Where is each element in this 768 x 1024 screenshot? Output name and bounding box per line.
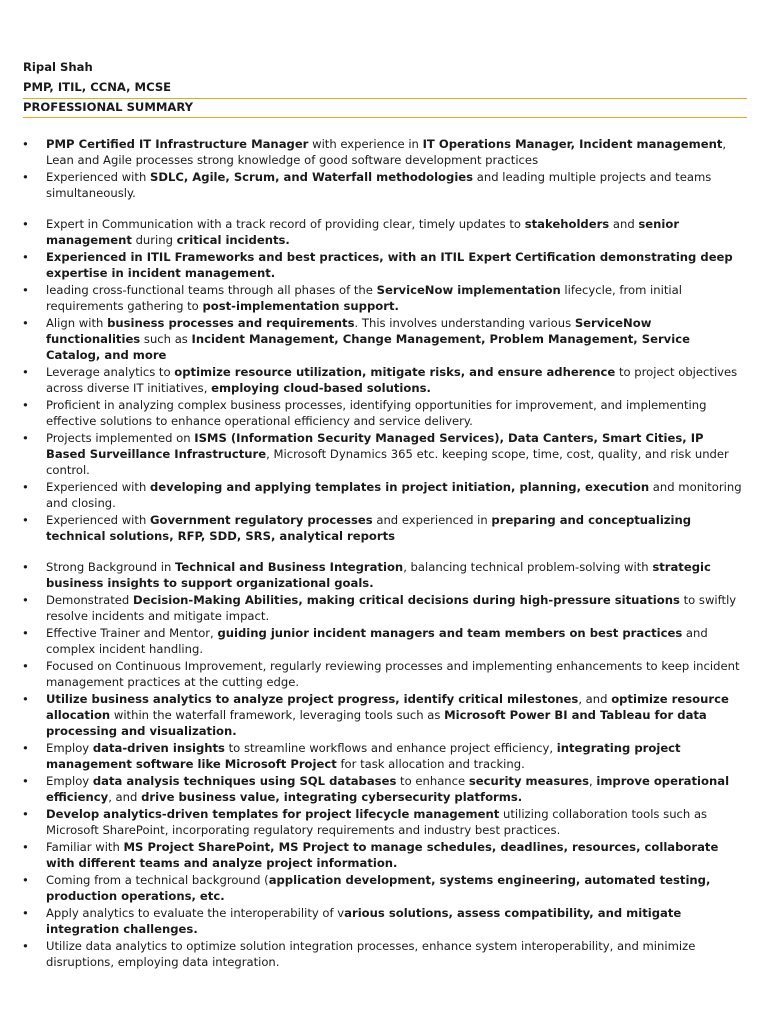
bullet-text: Experienced with [46, 170, 150, 184]
bullet-dot-icon: • [22, 431, 29, 445]
bullet-dot-icon: • [22, 170, 29, 184]
bullet-dot-icon: • [22, 906, 29, 920]
summary-bullet [0, 691, 742, 739]
bullet-text: lifecycle, from initial requirements gathering to [46, 283, 682, 313]
section-rule-top [23, 98, 747, 99]
bullet-dot-icon: • [22, 873, 29, 887]
summary-bullet [0, 625, 742, 657]
bullet-dot-icon: • [22, 137, 29, 151]
summary-bullet [0, 938, 742, 970]
bullet-bold-text: guiding junior incident managers and team members on best practices [217, 626, 683, 640]
summary-bullet [0, 905, 742, 937]
bullet-dot-icon: • [22, 398, 29, 412]
summary-bullet [0, 282, 742, 314]
bullet-dot-icon: • [22, 480, 29, 494]
bullet-text: Experienced with [46, 513, 150, 527]
summary-bullet [0, 559, 742, 591]
bullet-dot-icon: • [22, 365, 29, 379]
bullet-bold-text: Microsoft Power BI and Tableau for data processing and visualization. [46, 708, 707, 738]
summary-bullet [0, 773, 742, 805]
bullet-bold-text: post-implementation support. [202, 299, 399, 313]
bullet-bold-text: Decision-Making Abilities, making critical decisions during high-pressure situations [132, 593, 680, 607]
summary-bullet [0, 397, 742, 429]
bullet-text: Apply analytics to evaluate the interoperability of v [46, 906, 345, 920]
bullet-bold-text: Government regulatory processes [149, 513, 373, 527]
bullet-text: leading cross-functional teams through all phases of the [46, 283, 377, 297]
summary-bullet [0, 315, 742, 363]
summary-bullet [0, 740, 742, 772]
bullet-dot-icon: • [22, 774, 29, 788]
bullet-bold-text: ServiceNow implementation [376, 283, 561, 297]
bullet-bold-text: data analysis techniques using SQL databases [92, 774, 397, 788]
summary-bullet [0, 479, 742, 511]
summary-bullet [0, 249, 742, 281]
bullet-bold-text: Develop analytics-driven templates for project lifecycle management [46, 807, 500, 821]
bullet-bold-text: MS Project SharePoint, MS Project to manage schedules, deadlines, resources, collaborate with different teams and analyze project information. [46, 840, 719, 870]
bullet-text: Utilize data analytics to optimize solution integration processes, enhance system interoperability, and minimize disruptions, employing data integration. [46, 939, 696, 969]
bullet-dot-icon: • [22, 560, 29, 574]
bullet-bold-text: integrating project management software like Microsoft Project [46, 741, 681, 771]
bullet-bold-text: data-driven insights [92, 741, 225, 755]
bullet-bold-text: optimize resource utilization, mitigate risks, and ensure adherence [174, 365, 616, 379]
certifications: PMP, ITIL, CCNA, MCSE [23, 80, 172, 94]
bullet-text: utilizing collaboration tools such as Microsoft SharePoint, incorporating regulatory requirements and industry best practices. [46, 807, 708, 837]
section-title: PROFESSIONAL SUMMARY [23, 100, 194, 114]
bullet-bold-text: arious solutions, assess compatibility, and mitigate integration challenges. [46, 906, 682, 936]
candidate-name: Ripal Shah [23, 60, 93, 74]
bullet-text: . This involves understanding various [354, 316, 575, 330]
bullet-text: , balancing technical problem-solving with [403, 560, 653, 574]
bullet-text: Demonstrated [46, 593, 133, 607]
bullet-bold-text: stakeholders [524, 217, 610, 231]
bullet-text: , Lean and Agile processes strong knowledge of good software development practices [46, 137, 727, 167]
bullet-text: such as [140, 332, 192, 346]
bullet-dot-icon: • [22, 513, 29, 527]
bullet-bold-text: employing cloud-based solutions. [211, 381, 431, 395]
bullet-bold-text: improve operational efficiency [46, 774, 730, 804]
bullet-text: Expert in Communication with a track record of providing clear, timely updates to [46, 217, 525, 231]
bullet-bold-text: strategic business insights to support organizational goals. [46, 560, 711, 590]
summary-bullet [0, 512, 742, 544]
section-rule-bottom [23, 117, 747, 118]
bullet-bold-text: drive business value, integrating cybersecurity platforms. [141, 790, 523, 804]
bullet-dot-icon: • [22, 593, 29, 607]
bullet-text: during [131, 233, 177, 247]
bullet-text: within the waterfall framework, leveraging tools such as [110, 708, 445, 722]
bullet-text: , and [108, 790, 142, 804]
bullet-bold-text: developing and applying templates in project initiation, planning, execution [149, 480, 650, 494]
bullet-text: and leading multiple projects and teams simultaneously. [46, 170, 712, 200]
summary-bullet [0, 592, 742, 624]
bullet-dot-icon: • [22, 692, 29, 706]
bullet-text: Leverage analytics to [46, 365, 175, 379]
bullet-bold-text: PMP Certified IT Infrastructure Manager [46, 137, 309, 151]
bullet-text: , and [578, 692, 612, 706]
bullet-bold-text: application development, systems engineering, automated testing, production operations, etc. [46, 873, 711, 903]
bullet-text: and complex incident handling. [46, 626, 708, 656]
bullet-bold-text: IT Operations Manager, Incident management [422, 137, 723, 151]
bullet-text: Employ [46, 741, 93, 755]
bullet-text: Familiar with [46, 840, 124, 854]
bullet-dot-icon: • [22, 807, 29, 821]
bullet-dot-icon: • [22, 741, 29, 755]
bullet-dot-icon: • [22, 316, 29, 330]
bullet-bold-text: preparing and conceptualizing technical solutions, RFP, SDD, SRS, analytical reports [46, 513, 692, 543]
bullet-bold-text: Technical and Business Integration [175, 560, 404, 574]
bullet-text: and [609, 217, 639, 231]
bullet-bold-text: business processes and requirements [107, 316, 355, 330]
summary-bullet [0, 364, 742, 396]
bullet-text: to enhance [396, 774, 469, 788]
bullet-dot-icon: • [22, 840, 29, 854]
bullet-text: to swiftly resolve incidents and mitigate impact. [46, 593, 737, 623]
summary-bullet [0, 806, 742, 838]
bullet-text: Projects implemented on [46, 431, 195, 445]
bullet-text: Coming from a technical background ( [46, 873, 269, 887]
summary-bullet [0, 872, 742, 904]
bullet-dot-icon: • [22, 283, 29, 297]
bullet-text: to streamline workflows and enhance project efficiency, [224, 741, 557, 755]
bullet-bold-text: Experienced in ITIL Frameworks and best practices, with an ITIL Expert Certification demonstrating deep expertise in incident management. [46, 250, 733, 280]
bullet-dot-icon: • [22, 659, 29, 673]
bullet-text: Effective Trainer and Mentor, [46, 626, 218, 640]
summary-bullet-list [0, 136, 768, 971]
summary-bullet [0, 216, 742, 248]
summary-bullet [0, 169, 742, 201]
bullet-bold-text: ServiceNow functionalities [46, 316, 652, 346]
bullet-text: to project objectives across diverse IT initiatives, [46, 365, 738, 395]
bullet-dot-icon: • [22, 626, 29, 640]
bullet-text: Align with [46, 316, 108, 330]
bullet-text: with experience in [308, 137, 423, 151]
summary-bullet [0, 839, 742, 871]
summary-bullet [0, 430, 742, 478]
bullet-text: and experienced in [372, 513, 492, 527]
bullet-bold-text: optimize resource allocation [46, 692, 729, 722]
bullet-bold-text: security measures [468, 774, 589, 788]
bullet-bold-text: Incident Management, Change Management, Problem Management, Service Catalog, and more [46, 332, 690, 362]
bullet-bold-text: ISMS (Information Security Managed Services), Data Canters, Smart Cities, IP Based Surveillance Infrastructure [46, 431, 704, 461]
summary-bullet [0, 658, 742, 690]
bullet-dot-icon: • [22, 217, 29, 231]
bullet-text: , Microsoft Dynamics 365 etc. keeping scope, time, cost, quality, and risk under control. [46, 447, 729, 477]
bullet-text: and monitoring and closing. [46, 480, 742, 510]
bullet-text: Proficient in analyzing complex business processes, identifying opportunities for improvement, and implementing effective solutions to enhance operational efficiency and service delivery. [46, 398, 707, 428]
summary-bullet [0, 136, 742, 168]
bullet-text: Employ [46, 774, 93, 788]
bullet-text: Experienced with [46, 480, 150, 494]
bullet-text: for task allocation and tracking. [336, 757, 525, 771]
bullet-bold-text: Utilize business analytics to analyze project progress, identify critical milestones [46, 692, 579, 706]
bullet-dot-icon: • [22, 939, 29, 953]
bullet-text: Strong Background in [46, 560, 176, 574]
bullet-dot-icon: • [22, 250, 29, 264]
bullet-bold-text: SDLC, Agile, Scrum, and Waterfall methodologies [149, 170, 474, 184]
bullet-bold-text: senior management [46, 217, 680, 247]
bullet-text: , [588, 774, 597, 788]
bullet-bold-text: critical incidents. [176, 233, 290, 247]
bullet-text: Focused on Continuous Improvement, regularly reviewing processes and implementing enhancements to keep incident management practices at the cutting edge. [46, 659, 740, 689]
